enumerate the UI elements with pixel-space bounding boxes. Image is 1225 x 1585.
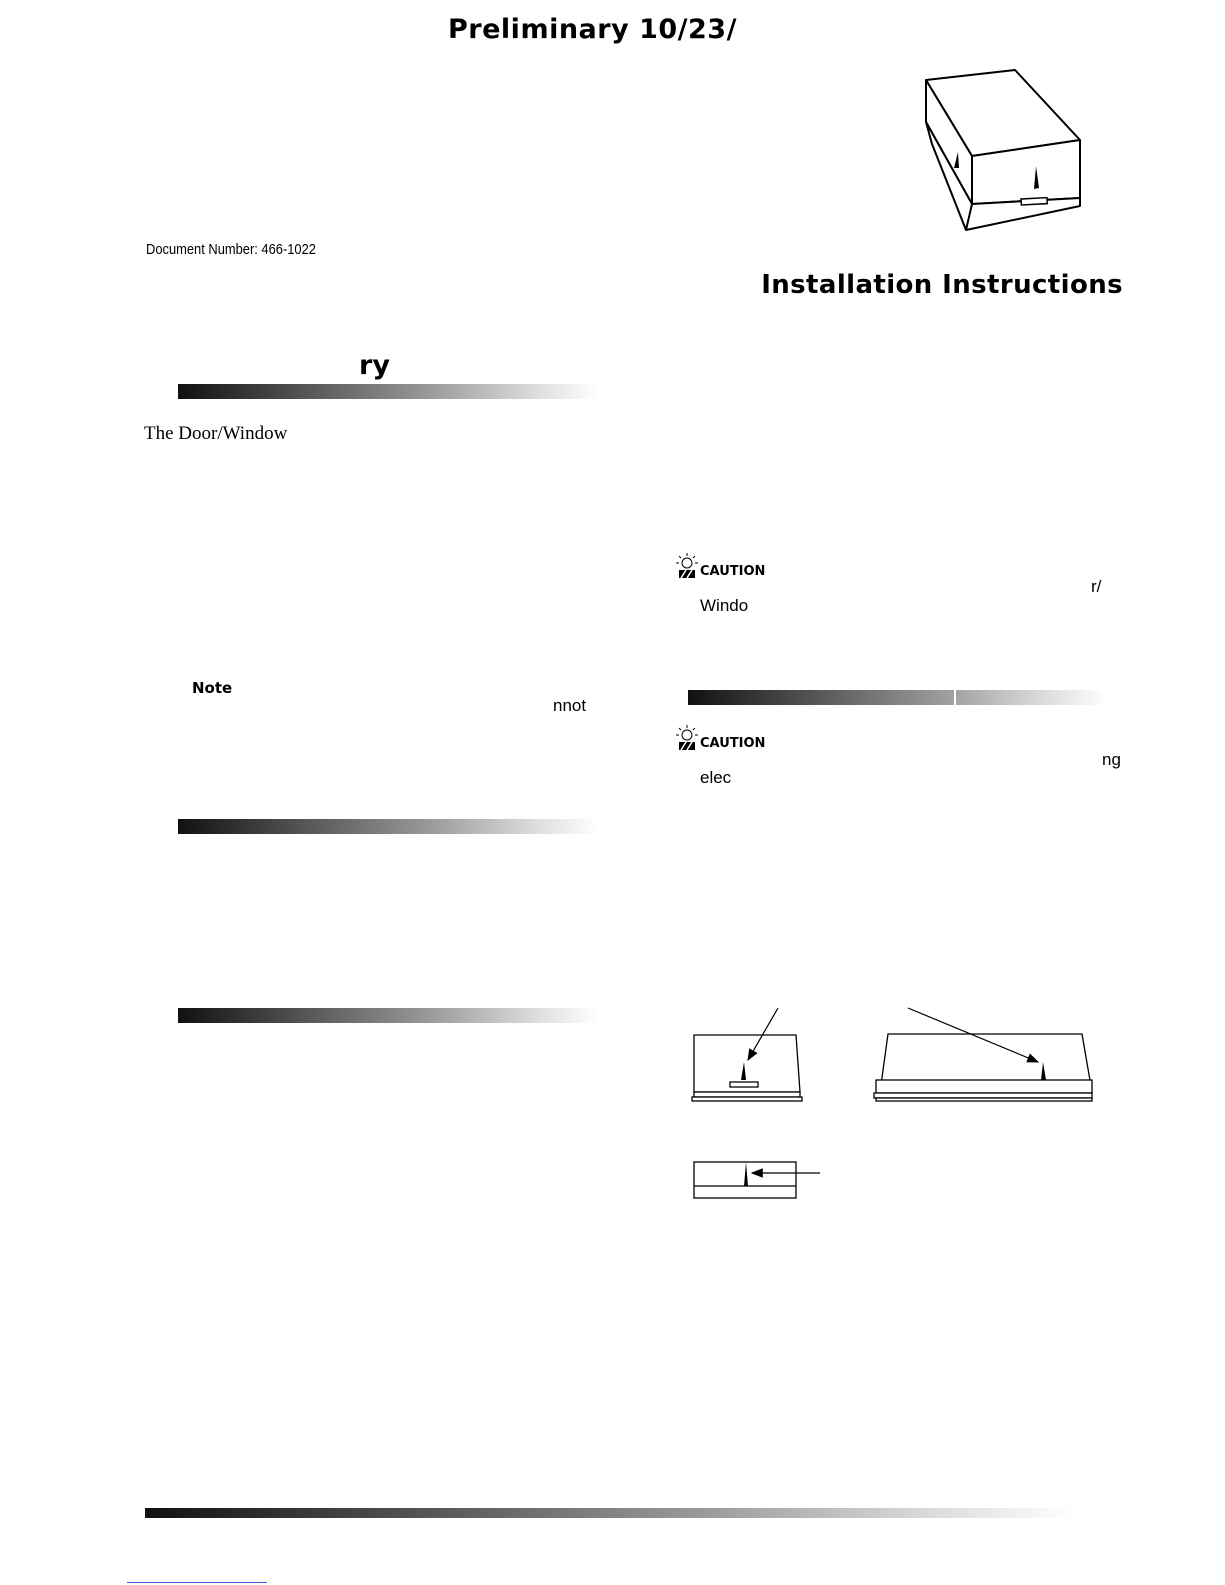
caution-text-fragment: elec [700, 768, 732, 787]
sensor-views-diagram [680, 1000, 1120, 1210]
section-divider-bar [688, 690, 1108, 705]
caution-label: CAUTION [700, 563, 766, 579]
caution-text-fragment: ng [1102, 750, 1121, 769]
document-number: Document Number: 466-1022 [146, 241, 316, 258]
sensor-illustration [918, 64, 1090, 236]
note-label: Note [192, 679, 233, 697]
caution-block [676, 553, 765, 579]
page-header-title: Preliminary 10/23/ [448, 14, 737, 45]
section-divider-bar [178, 1008, 598, 1023]
caution-block [676, 725, 765, 751]
section-heading: ry [359, 350, 390, 381]
caution-text-fragment: r/ [1091, 577, 1102, 596]
footer-divider-bar [145, 1508, 1075, 1518]
intro-text: The Door/Window [144, 423, 288, 444]
caution-icon [676, 553, 698, 579]
caution-text-fragment: Windo [700, 596, 749, 615]
section-divider-bar [178, 819, 598, 834]
footer-link-underline [127, 1582, 267, 1583]
section-divider-bar [178, 384, 598, 399]
caution-icon [676, 725, 698, 751]
caution-label: CAUTION [700, 735, 766, 751]
installation-instructions-title: Installation Instructions [761, 270, 1123, 300]
divider-gap [954, 690, 956, 705]
note-text-fragment: nnot [553, 696, 587, 715]
